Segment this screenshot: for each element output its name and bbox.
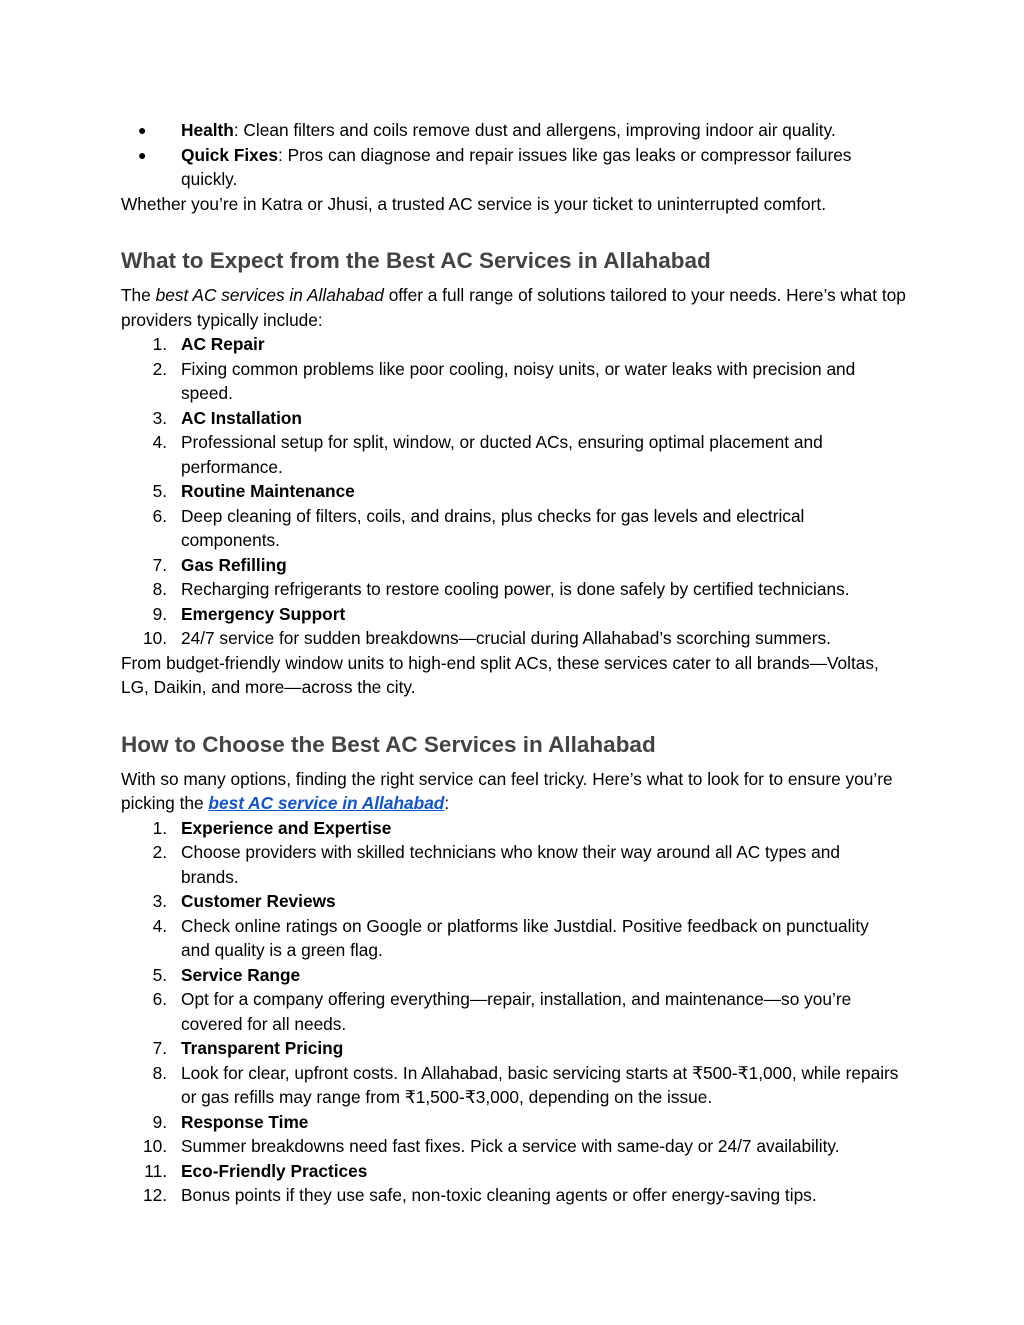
bullet-term: Quick Fixes <box>181 144 279 165</box>
list-item-number: 6. <box>152 505 167 526</box>
list-item <box>121 1061 901 1110</box>
services-numbered-list <box>121 332 1024 651</box>
list-item-number: 4. <box>152 915 167 936</box>
list-item-number: 12. <box>142 1185 167 1205</box>
list-item <box>121 963 901 988</box>
intro-text: : <box>444 793 450 813</box>
list-item <box>121 553 901 578</box>
list-item-title: Routine Maintenance <box>181 481 355 501</box>
list-item <box>121 987 901 1036</box>
list-item-text: 24/7 service for sudden breakdowns—crucial during Allahabad’s scorching summers. <box>181 628 831 648</box>
section-choose-intro <box>121 767 911 816</box>
section-heading-expect: What to Expect from the Best AC Services in Allahabad <box>121 248 711 273</box>
list-item-number: 3. <box>152 407 167 428</box>
list-item <box>121 1183 901 1208</box>
list-item-text: Opt for a company offering everything—repair, installation, and maintenance—so you’re covered for all needs. <box>181 989 852 1034</box>
list-item <box>121 602 901 627</box>
section-heading-choose: How to Choose the Best AC Services in Allahabad <box>121 731 656 757</box>
list-item-number: 10. <box>142 1136 167 1156</box>
list-item-number: 1. <box>152 817 167 838</box>
list-item-number: 8. <box>152 579 167 599</box>
list-item-title: Experience and Expertise <box>181 817 392 838</box>
list-item-number: 5. <box>152 964 167 985</box>
list-item-title: Response Time <box>181 1111 309 1132</box>
list-item-number: 9. <box>152 603 167 624</box>
list-item <box>121 577 901 602</box>
intro-text: With so many options, finding the right service can feel tricky. Here’s what to look for to ensure you’re picking the <box>121 768 893 813</box>
list-item <box>121 332 901 357</box>
bullet-item <box>121 143 901 192</box>
list-item <box>121 840 901 889</box>
list-item-number: 7. <box>152 1038 167 1058</box>
intro-closing-paragraph: Whether you’re in Katra or Jhusi, a trusted AC service is your ticket to uninterrupted comfort. <box>121 193 826 214</box>
list-item <box>121 1110 901 1135</box>
list-item <box>121 889 901 914</box>
list-item-text: Recharging refrigerants to restore cooling power, is done safely by certified technicians. <box>181 579 850 599</box>
list-item-title: Customer Reviews <box>181 891 336 911</box>
section-expect-intro <box>121 283 911 332</box>
list-item-title: Eco-Friendly Practices <box>181 1160 368 1181</box>
list-item-number: 11. <box>144 1160 167 1181</box>
list-item <box>121 406 901 431</box>
bullet-text: : Pros can diagnose and repair issues like gas leaks or compressor failures quickly. <box>181 144 852 189</box>
list-item-text: Professional setup for split, window, or ducted ACs, ensuring optimal placement and performance. <box>181 432 823 477</box>
list-item <box>121 1159 901 1184</box>
list-item <box>121 914 901 963</box>
list-item-number: 2. <box>152 842 167 862</box>
intro-emphasis: best AC services in Allahabad <box>155 285 384 305</box>
list-item-text: Look for clear, upfront costs. In Allahabad, basic servicing starts at ₹500-₹1,000, while repairs or gas refills may range from ₹1,500-₹3,000, depending on the issue. <box>181 1062 899 1107</box>
list-item <box>121 479 901 504</box>
list-item <box>121 816 901 841</box>
bullet-term: Health <box>181 120 234 140</box>
list-item-number: 10. <box>142 628 167 648</box>
list-item-number: 6. <box>152 989 167 1009</box>
list-item-text: Fixing common problems like poor cooling, noisy units, or water leaks with precision and speed. <box>181 358 856 403</box>
list-item-number: 4. <box>152 432 167 452</box>
criteria-numbered-list <box>121 816 1024 1208</box>
bullet-dot-icon: ● <box>138 122 147 138</box>
list-item-text: Choose providers with skilled technicians who know their way around all AC types and brands. <box>181 842 840 887</box>
list-item <box>121 504 901 553</box>
list-item-number: 9. <box>152 1111 167 1132</box>
list-item <box>121 626 901 651</box>
list-item-title: Emergency Support <box>181 603 346 624</box>
list-item-title: Transparent Pricing <box>181 1038 344 1058</box>
list-item-text: Check online ratings on Google or platforms like Justdial. Positive feedback on punctuality and quality is a green flag. <box>181 915 869 960</box>
bullet-dot-icon: ● <box>138 146 147 163</box>
intro-text: The <box>121 285 156 305</box>
benefits-bullet-list <box>121 118 1024 192</box>
list-item-number: 8. <box>152 1062 167 1083</box>
bullet-item <box>121 118 901 143</box>
list-item-number: 2. <box>152 358 167 379</box>
list-item-text: Bonus points if they use safe, non-toxic cleaning agents or offer energy-saving tips. <box>181 1185 817 1205</box>
list-item-title: Service Range <box>181 964 301 985</box>
list-item <box>121 1036 901 1061</box>
bullet-text: : Clean filters and coils remove dust and allergens, improving indoor air quality. <box>233 120 836 140</box>
list-item-number: 7. <box>152 554 167 575</box>
best-ac-service-link[interactable]: best AC service in Allahabad <box>208 793 445 813</box>
list-item-text: Deep cleaning of filters, coils, and drains, plus checks for gas levels and electrical components. <box>181 505 805 550</box>
list-item-number: 5. <box>152 481 167 501</box>
list-item <box>121 1134 901 1159</box>
list-item-title: Gas Refilling <box>181 554 287 575</box>
list-item-text: Summer breakdowns need fast fixes. Pick a service with same-day or 24/7 availability. <box>181 1136 840 1156</box>
list-item-title: AC Installation <box>181 407 302 428</box>
list-item-number: 1. <box>152 334 167 354</box>
list-item <box>121 357 901 406</box>
section-expect-closing: From budget-friendly window units to high-end split ACs, these services cater to all brands—Voltas, LG, Daikin, and more—across the city. <box>121 652 879 697</box>
list-item-number: 3. <box>152 891 167 911</box>
list-item-title: AC Repair <box>181 334 265 354</box>
list-item <box>121 430 901 479</box>
intro-text: offer a full range of solutions tailored to your needs. Here’s what top providers typically include: <box>121 285 906 330</box>
